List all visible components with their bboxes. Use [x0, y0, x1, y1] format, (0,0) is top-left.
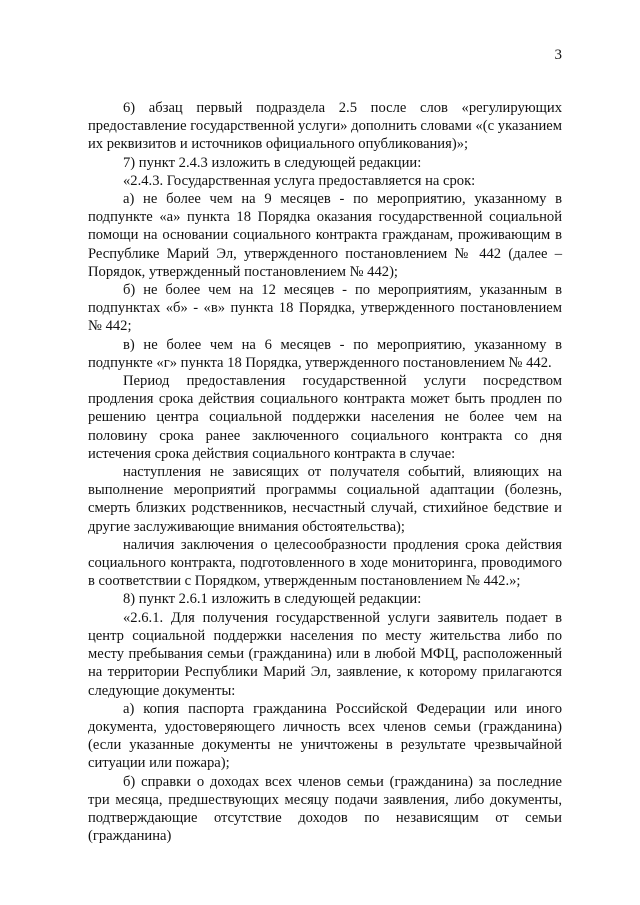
- paragraph-extension-period: Период предоставления государственной услуги посредством продления срока действия социального контракта может быть продлен по решению центра социальной поддержки населения не более чем на половину срока ранее заключенного социального контракта со дня истечения срока действия социального контракта в случае:: [88, 373, 562, 462]
- paragraph-subitem-b: б) не более чем на 12 месяцев - по мероприятиям, указанным в подпунктах «б» - «в» пункта 18 Порядка, утвержденного постановлением № 442;: [88, 282, 562, 335]
- paragraph-subitem-v: в) не более чем на 6 месяцев - по мероприятию, указанному в подпункте «г» пункта 18 Порядка, утвержденного постановлением № 442.: [88, 336, 562, 371]
- paragraph-item-8: 8) пункт 2.6.1 изложить в следующей редакции:: [123, 591, 422, 608]
- paragraph-2-4-3-intro: «2.4.3. Государственная услуга предоставляется на срок:: [123, 172, 476, 189]
- paragraph-case-conclusion: наличия заключения о целесообразности продления срока действия социального контракта, подготовленного в ходе мониторинга, проводимого в соответствии с Порядком, утвержденным постановлением № 442.»;: [88, 536, 562, 590]
- page-number: 3: [554, 47, 562, 63]
- paragraph-doc-b: б) справки о доходах всех членов семьи (гражданина) за последние три месяца, предшествующих месяцу подачи заявления, либо документы, подтверждающие отсутствие доходов по независящим от семьи (гражданина): [88, 773, 562, 845]
- paragraph-subitem-a: а) не более чем на 9 месяцев - по мероприятию, указанному в подпункте «а» пункта 18 Порядка оказания государственной социальной помощи на основании социального контракта гражданам, проживающим в Республике Марий Эл, утвержденного постановлением № 442 (далее – Порядок, утвержденный постановлением № 442);: [88, 191, 562, 280]
- paragraph-item-6: 6) абзац первый подраздела 2.5 после слов «регулирующих предоставление государственной услуги» дополнить словами «(с указанием их реквизитов и источников официального опубликования)»;: [88, 100, 562, 153]
- paragraph-item-7: 7) пункт 2.4.3 изложить в следующей редакции:: [123, 154, 422, 171]
- paragraph-2-6-1-intro: «2.6.1. Для получения государственной услуги заявитель подает в центр социальной поддержки населения по месту жительства либо по месту пребывания семьи (гражданина) или в любой МФЦ, расположенный на территории Республики Марий Эл, заявление, к которому прилагаются следующие документы:: [88, 609, 562, 699]
- document-body: [88, 99, 562, 845]
- paragraph-case-events: наступления не зависящих от получателя событий, влияющих на выполнение мероприятий программы социальной адаптации (болезнь, смерть близких родственников, несчастный случай, стихийное бедствие и другие заслуживающие внимания обстоятельства);: [88, 464, 562, 535]
- paragraph-doc-a: а) копия паспорта гражданина Российской Федерации или иного документа, удостоверяющего личность всех членов семьи (гражданина) (если указанные документы не уничтожены в результате чрезвычайной ситуации или пожара);: [88, 700, 562, 772]
